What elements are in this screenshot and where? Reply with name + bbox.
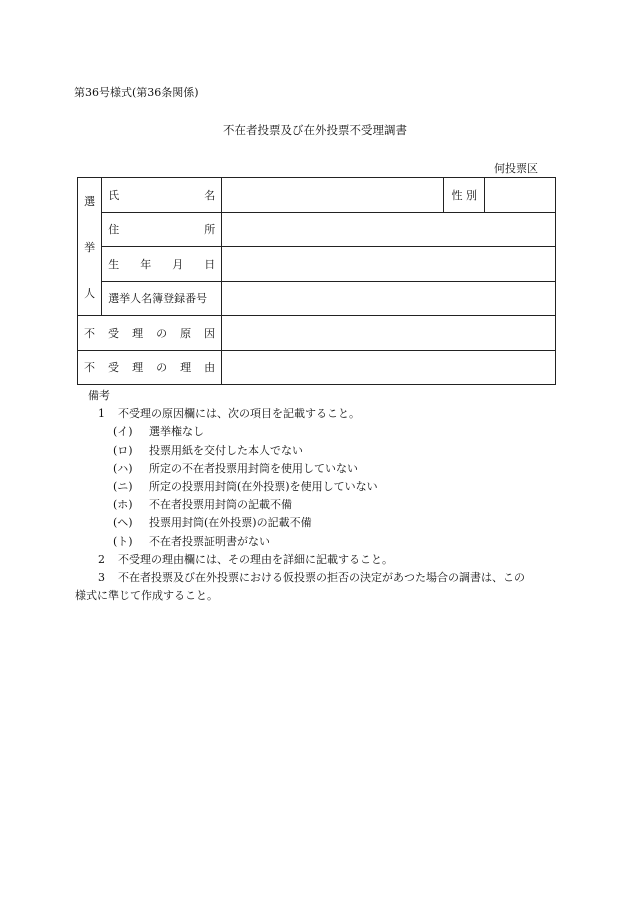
- subitem-text: 所定の投票用封筒(在外投票)を使用していない: [149, 480, 378, 494]
- note-item-text: 不受理の理由欄には、その理由を詳細に記載すること。: [118, 552, 393, 566]
- birthdate-label-char: 生: [108, 257, 120, 271]
- subitem-mark: (ト): [113, 534, 133, 548]
- subitem-mark: (ハ): [113, 461, 133, 475]
- address-label-char: 所: [204, 223, 216, 237]
- note-item-number: 1: [98, 407, 105, 421]
- note-item-text: 不在者投票及び在外投票における仮投票の拒否の決定があつた場合の調書は、この: [118, 571, 525, 585]
- note-item-number: 3: [98, 571, 105, 585]
- birthdate-label-char: 年: [140, 257, 152, 271]
- reason-cause-char: 因: [204, 326, 216, 340]
- note-subitem: [113, 478, 525, 496]
- subitem-mark: (ホ): [113, 498, 133, 512]
- register-number-label-cell: 選挙人名簿登録番号: [102, 281, 222, 316]
- note-subitem: [113, 442, 525, 460]
- reason-detail-label-cell: [78, 350, 222, 385]
- reason-detail-char: の: [156, 361, 168, 375]
- note-item-2: [98, 551, 525, 569]
- birthdate-label-cell: [102, 247, 222, 282]
- subitem-text: 不在者投票用封筒の記載不備: [149, 498, 292, 512]
- polling-district-label: 何投票区: [494, 162, 538, 175]
- subitem-text: 選挙権なし: [149, 425, 204, 439]
- note-item-1: [98, 405, 525, 423]
- note-subitem: [113, 496, 525, 514]
- note-item-text: 不受理の原因欄には、次の項目を記載すること。: [118, 407, 360, 421]
- notes-section: [75, 387, 525, 605]
- reason-detail-value-cell[interactable]: [222, 350, 556, 385]
- note-subitem: [113, 533, 525, 551]
- voter-char-1: 選: [84, 194, 96, 208]
- reason-detail-char: 不: [84, 361, 95, 375]
- subitem-text: 投票用紙を交付した本人でない: [149, 443, 303, 457]
- document-title: 不在者投票及び在外投票不受理調書: [223, 123, 407, 137]
- subitem-text: 投票用封筒(在外投票)の記載不備: [149, 516, 312, 530]
- subitem-mark: (イ): [113, 425, 133, 439]
- name-value-cell[interactable]: [222, 178, 444, 213]
- note-item-3-continuation: 様式に準じて作成すること。: [75, 589, 218, 603]
- name-label-cell: [102, 178, 222, 213]
- address-label-cell: [102, 212, 222, 247]
- birthdate-label-char: 月: [172, 257, 184, 271]
- gender-label-cell: 性 別: [444, 178, 485, 213]
- reason-cause-char: 不: [84, 326, 95, 340]
- birthdate-value-cell[interactable]: [222, 247, 556, 282]
- note-item-number: 2: [98, 552, 105, 566]
- reason-cause-char: 理: [132, 326, 144, 340]
- reason-cause-char: 原: [180, 326, 192, 340]
- reason-detail-char: 受: [108, 361, 120, 375]
- note-subitem: [113, 460, 525, 478]
- gender-value-cell[interactable]: [485, 178, 556, 213]
- reason-cause-char: の: [156, 326, 168, 340]
- address-value-cell[interactable]: [222, 212, 556, 247]
- birthdate-label-char: 日: [204, 257, 216, 271]
- voter-char-3: 人: [84, 286, 96, 300]
- address-label-char: 住: [108, 223, 120, 237]
- reason-detail-char: 由: [204, 361, 216, 375]
- form-number: 第36号様式(第36条関係): [74, 86, 199, 99]
- name-label-char: 名: [204, 188, 216, 202]
- reason-detail-char: 理: [180, 361, 192, 375]
- note-item-3: [98, 569, 525, 587]
- reason-cause-char: 受: [108, 326, 120, 340]
- reason-cause-label-cell: [78, 316, 222, 351]
- reason-cause-value-cell[interactable]: [222, 316, 556, 351]
- subitem-mark: (ヘ): [113, 516, 133, 530]
- voter-char-2: 挙: [84, 240, 96, 254]
- subitem-mark: (ロ): [113, 443, 133, 457]
- note-subitem: [113, 423, 525, 441]
- register-number-value-cell[interactable]: [222, 281, 556, 316]
- subitem-mark: (ニ): [113, 480, 133, 494]
- subitem-text: 所定の不在者投票用封筒を使用していない: [149, 461, 358, 475]
- voter-group-label-cell: [78, 178, 102, 316]
- record-table: [77, 177, 556, 385]
- note-subitem: [113, 514, 525, 532]
- notes-heading: 備考: [88, 389, 110, 402]
- subitem-text: 不在者投票証明書がない: [149, 534, 270, 548]
- reason-detail-char: 理: [132, 361, 144, 375]
- name-label-char: 氏: [108, 188, 120, 202]
